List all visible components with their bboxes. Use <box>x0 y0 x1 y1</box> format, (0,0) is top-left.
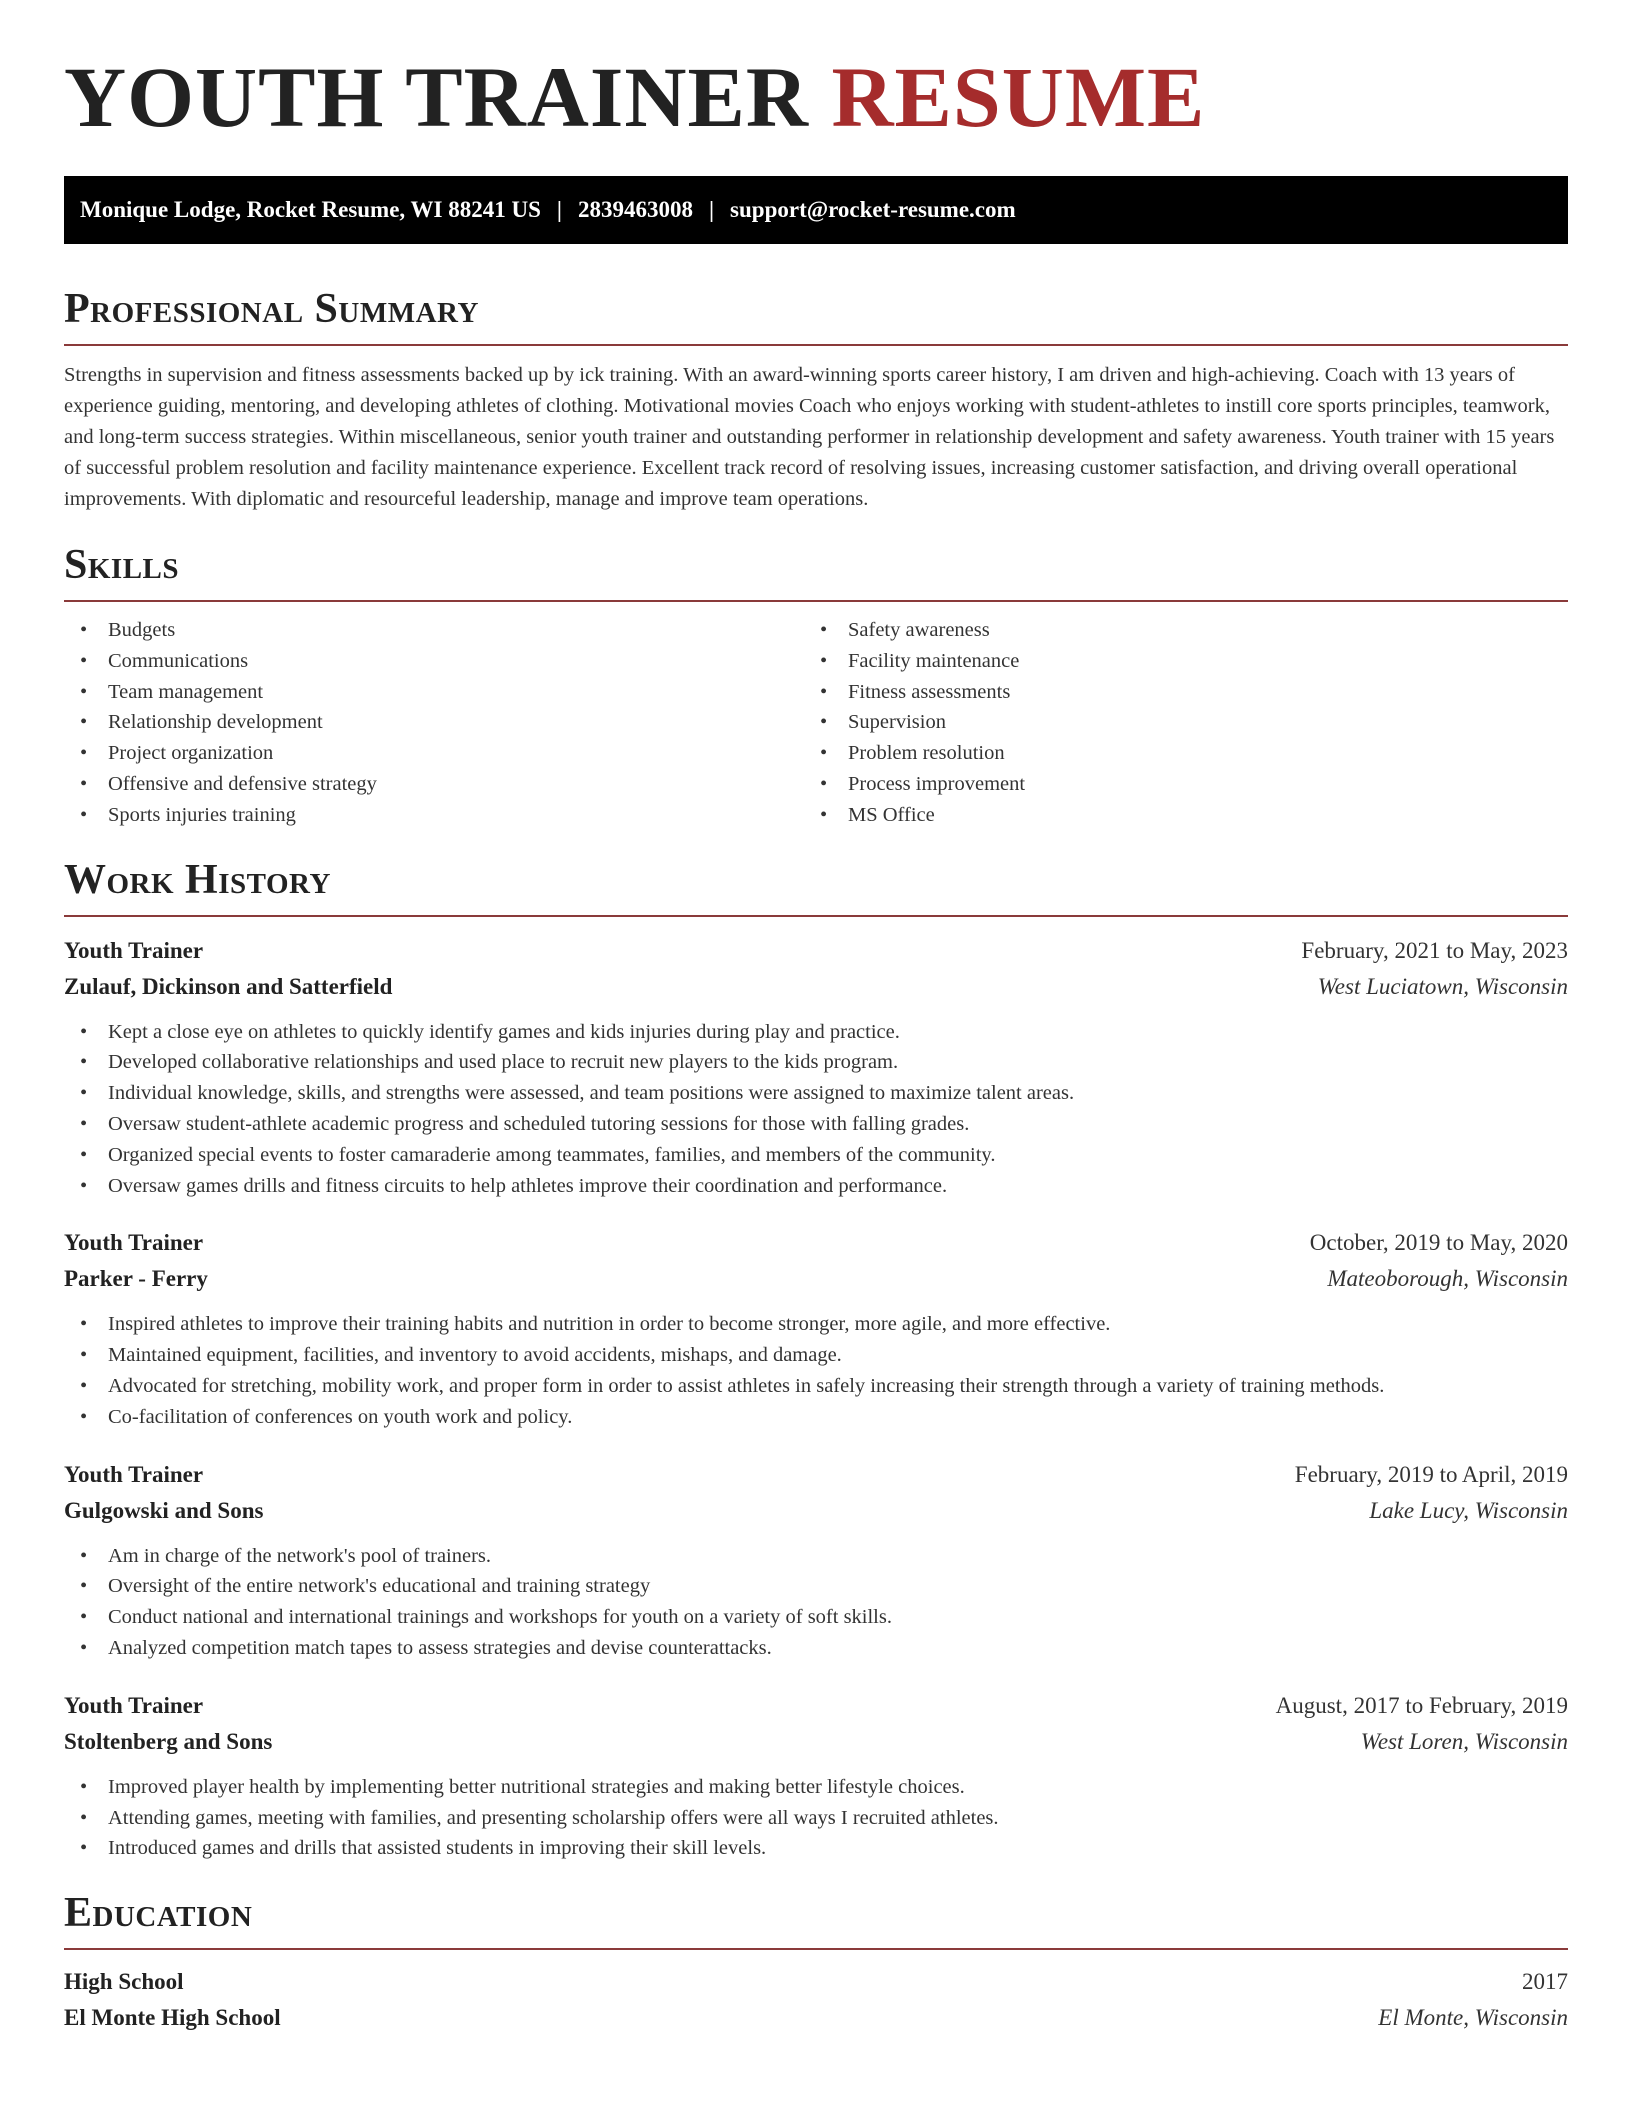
job-bullet: • Advocated for stretching, mobility work, and proper form in order to assist athletes in safely increasing their strength through a variety of training methods. <box>64 1371 1568 1402</box>
skills-heading: Skills <box>64 542 180 588</box>
job-bullet: • Co-facilitation of conferences on youth work and policy. <box>64 1402 1568 1433</box>
job-bullets <box>64 1541 1568 1664</box>
job-entry <box>64 1688 1568 1864</box>
education-location: El Monte, Wisconsin <box>1378 2005 1568 2031</box>
education-school: El Monte High School <box>64 2005 281 2031</box>
job-bullet: • Oversight of the entire network's educational and training strategy <box>64 1571 1568 1602</box>
skills-list <box>64 615 1568 831</box>
job-title: Youth Trainer <box>64 1461 204 1487</box>
job-header-row <box>64 933 1568 969</box>
job-company-row <box>64 1493 1568 1529</box>
job-dates: October, 2019 to May, 2020 <box>1309 1230 1568 1256</box>
job-dates: February, 2019 to April, 2019 <box>1294 1461 1568 1487</box>
contact-phone: 2839463008 <box>577 197 693 222</box>
contact-bar <box>64 176 1568 244</box>
education-divider <box>64 1948 1568 1950</box>
job-header-row <box>64 1457 1568 1493</box>
job-title: Youth Trainer <box>64 1692 204 1718</box>
job-dates: February, 2021 to May, 2023 <box>1301 937 1568 963</box>
job-bullets <box>64 1017 1568 1202</box>
education-degree: High School <box>64 1969 184 1995</box>
summary-heading: Professional Summary <box>64 286 479 332</box>
job-location: West Luciatown, Wisconsin <box>1317 973 1568 999</box>
education-year: 2017 <box>1522 1969 1568 1995</box>
job-company-row <box>64 1724 1568 1760</box>
job-entry <box>64 1457 1568 1664</box>
summary-divider <box>64 344 1568 346</box>
job-header-row <box>64 1225 1568 1261</box>
contact-separator: | <box>556 197 562 222</box>
skill-item: • Offensive and defensive strategy <box>64 769 804 800</box>
job-company: Gulgowski and Sons <box>64 1497 264 1523</box>
job-bullet: • Conduct national and international trainings and workshops for youth on a variety of soft skills. <box>64 1602 1568 1633</box>
job-company: Parker - Ferry <box>64 1266 208 1292</box>
job-bullet: • Kept a close eye on athletes to quickly identify games and kids injuries during play and practice. <box>64 1017 1568 1048</box>
contact-separator: | <box>708 197 715 222</box>
title-part-1: YOUTH TRAINER <box>64 49 809 145</box>
job-location: Mateoborough, Wisconsin <box>1327 1266 1568 1292</box>
work-history-divider <box>64 915 1568 917</box>
job-entry <box>64 933 1568 1202</box>
job-location: Lake Lucy, Wisconsin <box>1369 1497 1568 1523</box>
title-part-2: RESUME <box>831 49 1206 145</box>
job-bullet: • Inspired athletes to improve their training habits and nutrition in order to become stronger, more agile, and more effective. <box>64 1309 1568 1340</box>
skill-item: • Process improvement <box>804 769 1544 800</box>
skill-item: • Safety awareness <box>804 615 1544 646</box>
summary-text: Strengths in supervision and fitness assessments backed up by ick training. With an award-winning sports career history, I am driven and high-achieving. Coach with 13 years of experience guiding, mentoring, and developing athletes of clothing. Motivational movies Coach who enjoys working with student-athletes to instill core sports principles, teamwork, and long-term success strategies. Within miscellaneous, senior youth trainer and outstanding performer in relationship development and safety awareness. Youth trainer with 15 years of successful problem resolution and facility maintenance experience. Excellent track record of resolving issues, increasing customer satisfaction, and driving overall operational improvements. With diplomatic and resourceful leadership, manage and improve team operations. <box>64 364 1555 510</box>
job-company: Stoltenberg and Sons <box>64 1728 273 1754</box>
job-bullet: • Improved player health by implementing better nutritional strategies and making better lifestyle choices. <box>64 1772 1568 1803</box>
contact-email: support@rocket-resume.com <box>730 197 1016 222</box>
job-company-row <box>64 969 1568 1005</box>
job-bullets <box>64 1309 1568 1432</box>
job-bullet: • Introduced games and drills that assisted students in improving their skill levels. <box>64 1833 1568 1864</box>
job-bullet: • Oversaw games drills and fitness circuits to help athletes improve their coordination and performance. <box>64 1171 1568 1202</box>
job-company-row <box>64 1261 1568 1297</box>
job-bullet: • Oversaw student-athlete academic progress and scheduled tutoring sessions for those with falling grades. <box>64 1109 1568 1140</box>
contact-address: Monique Lodge, Rocket Resume, WI 88241 US <box>80 197 541 222</box>
job-bullets <box>64 1772 1568 1864</box>
job-bullet: • Am in charge of the network's pool of trainers. <box>64 1541 1568 1572</box>
education-entry <box>64 1964 1568 2036</box>
job-title: Youth Trainer <box>64 1230 204 1256</box>
skill-item: • Team management <box>64 677 804 708</box>
job-title: Youth Trainer <box>64 937 204 963</box>
skills-divider <box>64 600 1568 602</box>
job-bullet: • Attending games, meeting with families, and presenting scholarship offers were all ways I recruited athletes. <box>64 1803 1568 1834</box>
job-bullet: • Organized special events to foster camaraderie among teammates, families, and members of the community. <box>64 1140 1568 1171</box>
job-location: West Loren, Wisconsin <box>1360 1728 1568 1754</box>
skills-column-left <box>64 615 804 831</box>
education-header-row <box>64 1964 1568 2000</box>
job-bullet: • Analyzed competition match tapes to assess strategies and devise counterattacks. <box>64 1633 1568 1664</box>
job-header-row <box>64 1688 1568 1724</box>
skill-item: • Problem resolution <box>804 738 1544 769</box>
job-bullet: • Developed collaborative relationships and used place to recruit new players to the kids program. <box>64 1047 1568 1078</box>
skill-item: • Sports injuries training <box>64 800 804 831</box>
skill-item: • Facility maintenance <box>804 646 1544 677</box>
job-bullet: • Maintained equipment, facilities, and inventory to avoid accidents, mishaps, and damage. <box>64 1340 1568 1371</box>
skill-item: • Project organization <box>64 738 804 769</box>
skill-item: • Relationship development <box>64 707 804 738</box>
job-bullet: • Individual knowledge, skills, and strengths were assessed, and team positions were assigned to maximize talent areas. <box>64 1078 1568 1109</box>
education-school-row <box>64 2000 1568 2036</box>
job-company: Zulauf, Dickinson and Satterfield <box>64 973 393 999</box>
job-dates: August, 2017 to February, 2019 <box>1275 1692 1568 1718</box>
skill-item: • MS Office <box>804 800 1544 831</box>
skill-item: • Fitness assessments <box>804 677 1544 708</box>
skills-column-right <box>804 615 1544 831</box>
education-heading: Education <box>64 1890 253 1937</box>
job-entry <box>64 1225 1568 1432</box>
resume-title <box>64 49 1568 156</box>
skill-item: • Budgets <box>64 615 804 646</box>
skill-item: • Supervision <box>804 707 1544 738</box>
work-history-heading: Work History <box>64 856 331 903</box>
skill-item: • Communications <box>64 646 804 677</box>
